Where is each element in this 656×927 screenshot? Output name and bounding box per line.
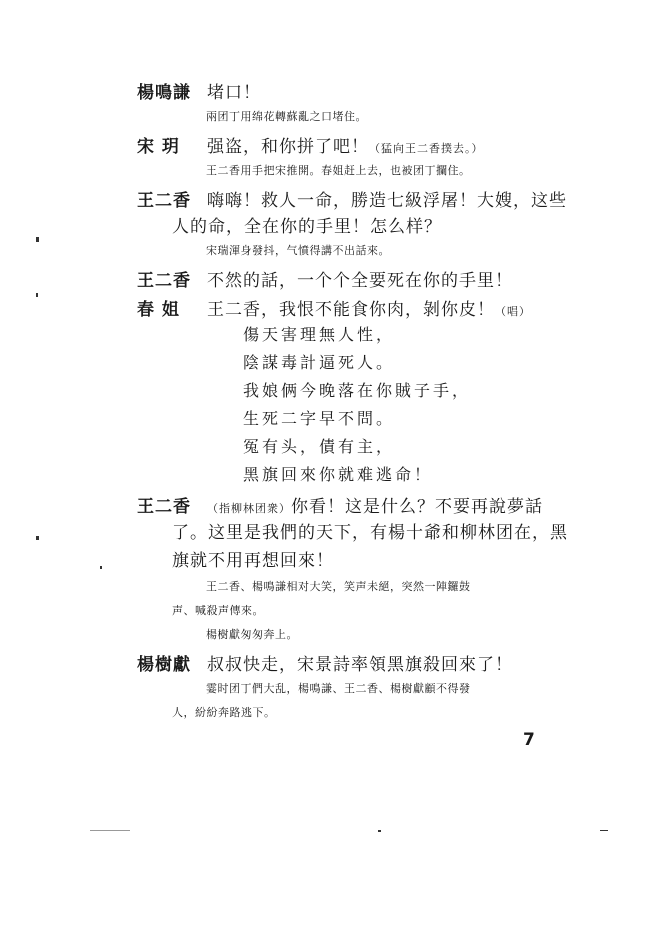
verse-line: 傷天害理無人性， [243,325,396,344]
speaker-name: 宋 玥 [137,137,180,157]
dialogue-line-continued: 人的命，全在你的手里！怎么样？ [172,217,442,237]
dialogue-line: 嗨嗨！救人一命，勝造七級浮屠！大嫂，这些 [207,191,567,211]
stage-direction: 兩团丁用绵花轉蘇亂之口堵住。 [206,110,367,123]
dialogue-line-continued: 了。这里是我們的天下，有楊十爺和柳林团在，黑 [172,523,568,543]
dialogue-line: 叔叔快走，宋景詩率領黑旗殺回來了！ [207,655,513,675]
scan-speck [100,566,102,569]
speaker-name: 王二香 [137,191,191,211]
dialogue-line: 堵口！ [207,83,261,103]
inline-stage-direction: （唱） [495,305,531,318]
speaker-name: 王二香 [137,497,191,517]
stage-direction: 楊樹獻匆匆奔上。 [206,628,298,641]
scan-speck [90,830,130,831]
scan-speck [600,830,608,831]
dialogue-line-continued: 旗就不用再想回來！ [172,551,334,571]
verse-line: 我娘俩今晚落在你賊子手， [243,381,472,400]
dialogue-line [207,132,484,157]
speaker-name: 王二香 [137,271,191,291]
dialogue-line [207,295,531,320]
stage-direction-continued: 人，紛紛奔路逃下。 [172,706,276,719]
scan-speck [36,293,38,297]
inline-stage-direction: （指柳林团衆） [207,502,291,515]
scan-speck [36,237,39,242]
speaker-name: 楊樹獻 [137,655,191,675]
stage-direction-continued: 声、喊殺声傳來。 [172,604,264,617]
dialogue-text: 王二香，我恨不能食你肉，剝你皮！ [207,300,495,320]
speaker-name: 春 姐 [137,300,180,320]
page-number: 7 [523,730,535,750]
verse-line: 陰謀毒計逼死人。 [243,353,396,372]
inline-stage-direction: （猛向王二香撲去。） [369,142,484,155]
stage-direction: 宋瑞渾身發抖，气憤得講不出話來。 [206,244,390,257]
dialogue-text: 你看！这是什么？不要再說夢話 [291,497,543,517]
stage-direction: 王二香、楊鳴謙相对大笑，笑声未絕，突然一陣鑼鼓 [206,580,471,593]
dialogue-text: 强盗，和你拼了吧！ [207,137,369,157]
stage-direction: 霎时团丁們大乱，楊鳴謙、王二香、楊樹獻顧不得發 [206,682,471,695]
stage-direction: 王二香用手把宋推開。春姐赶上去，也被团丁攔住。 [206,164,471,177]
scan-speck [36,536,39,540]
dialogue-line: 不然的話，一个个全要死在你的手里！ [207,271,513,291]
verse-line: 黑旗回來你就难逃命！ [243,465,434,484]
verse-line: 冤有头，債有主， [243,437,396,456]
scan-speck [378,830,381,832]
speaker-name: 楊鳴謙 [137,83,191,103]
verse-line: 生死二字早不問。 [243,409,396,428]
dialogue-line [207,492,543,517]
